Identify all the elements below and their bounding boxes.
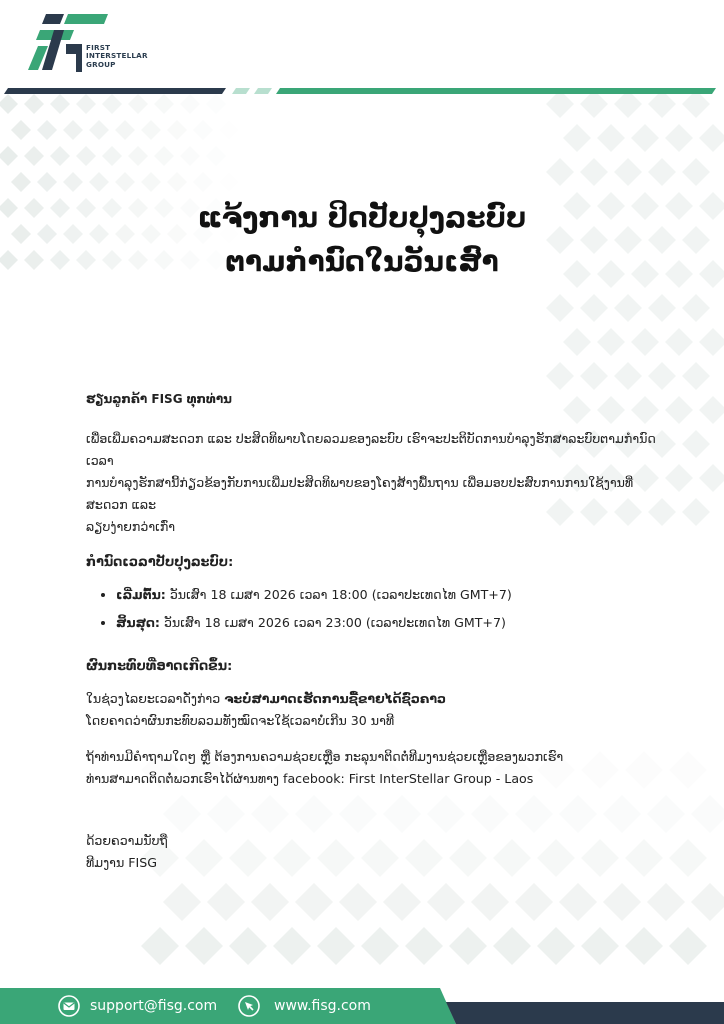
impact-heading: ຜົນກະທົບທີ່ອາດເກີດຂຶ້ນ: xyxy=(86,659,233,674)
logo-wordmark xyxy=(86,44,148,69)
intro-line-3: ລຽບງ່າຍກວ່າເກົ່າ xyxy=(86,519,176,534)
intro-paragraph xyxy=(86,428,666,538)
contact-paragraph xyxy=(86,746,666,790)
signoff-line-1: ດ້ວຍຄວາມນັບຖື xyxy=(86,833,168,848)
schedule-start-item xyxy=(116,584,666,606)
title-line-1: ແຈ້ງການ ປິດປັບປຸງລະບົບ xyxy=(197,201,527,234)
schedule-end-item xyxy=(116,612,666,634)
schedule-heading: ກຳນົດເວລາປັບປຸງລະບົບ: xyxy=(86,555,234,570)
contact-line-2: ທ່ານສາມາດຕິດຕໍ່ພວກເຮົາໄດ້ຜ່ານທາງ facebook: First InterStellar Group - Laos xyxy=(86,771,534,786)
logo-line-3: GROUP xyxy=(86,59,116,69)
schedule-end-label: ສິ້ນສຸດ: xyxy=(116,615,160,630)
cursor-icon xyxy=(238,995,260,1017)
footer-website-link[interactable]: www.fisg.com xyxy=(274,998,371,1014)
schedule-start-label: ເລີ່ມຕົ້ນ: xyxy=(116,587,166,602)
signoff-line-2: ທີມງານ FISG xyxy=(86,855,157,870)
contact-line-1: ຖ້າທ່ານມີຄຳຖາມໃດໆ ຫຼື ຕ້ອງການຄວາມຊ່ວຍເຫຼືອ ກະລຸນາຕິດຕໍ່ທີມງານຊ່ວຍເຫຼືອຂອງພວກເຮົາ xyxy=(86,749,564,764)
intro-line-1: ເພື່ອເພີ່ມຄວາມສະດວກ ແລະ ປະສິດທິພາບໂດຍລວມຂອງລະບົບ ເຮົາຈະປະຕິບັດການບຳລຸງຮັກສາລະບົບຕາມກຳນົດເວລາ xyxy=(86,431,656,468)
logo-line-2: INTERSTELLAR xyxy=(86,51,148,61)
impact-line-1-prefix: ໃນຊ່ວງໄລຍະເວລາດັ່ງກ່າວ xyxy=(86,691,225,706)
mail-icon xyxy=(58,995,80,1017)
intro-line-2: ການບຳລຸງຮັກສານີ້ກ່ຽວຂ້ອງກັບການເພີ່ມປະສິດທິພາບຂອງໂຄງສ້າງພື້ນຖານ ເພື່ອມອບປະສົບການການໃຊ້ງານທີ່ສະດວກ ແລະ xyxy=(86,475,634,512)
header-stripe xyxy=(0,86,724,96)
schedule-list xyxy=(86,584,666,634)
impact-line-1-emphasis: ຈະບໍ່ສາມາດເຮັດການຊື້ຂາຍໄດ້ຊົ່ວຄາວ xyxy=(224,691,446,706)
page-title xyxy=(0,196,724,284)
signoff xyxy=(86,830,666,874)
schedule-start-value: ວັນເສົາ 18 ເມສາ 2026 ເວລາ 18:00 (ເວລາປະເທດໄທ GMT+7) xyxy=(169,587,512,602)
letter-body xyxy=(86,388,666,874)
schedule-end-value: ວັນເສົາ 18 ເມສາ 2026 ເວລາ 23:00 (ເວລາປະເທດໄທ GMT+7) xyxy=(163,615,506,630)
impact-paragraph xyxy=(86,688,666,732)
title-line-2: ຕາມກຳນົດໃນວັນເສົາ xyxy=(225,245,499,278)
greeting: ຮຽນລູກຄ້າ FISG ທຸກທ່ານ xyxy=(86,392,232,406)
logo-line-1: FIRST xyxy=(86,43,111,52)
impact-line-2: ໂດຍຄາດວ່າຜົນກະທົບລວມທັງໝົດຈະໃຊ້ເວລາບໍ່ເກີນ 30 ນາທີ xyxy=(86,713,395,728)
footer-email-link[interactable]: support@fisg.com xyxy=(90,998,218,1014)
